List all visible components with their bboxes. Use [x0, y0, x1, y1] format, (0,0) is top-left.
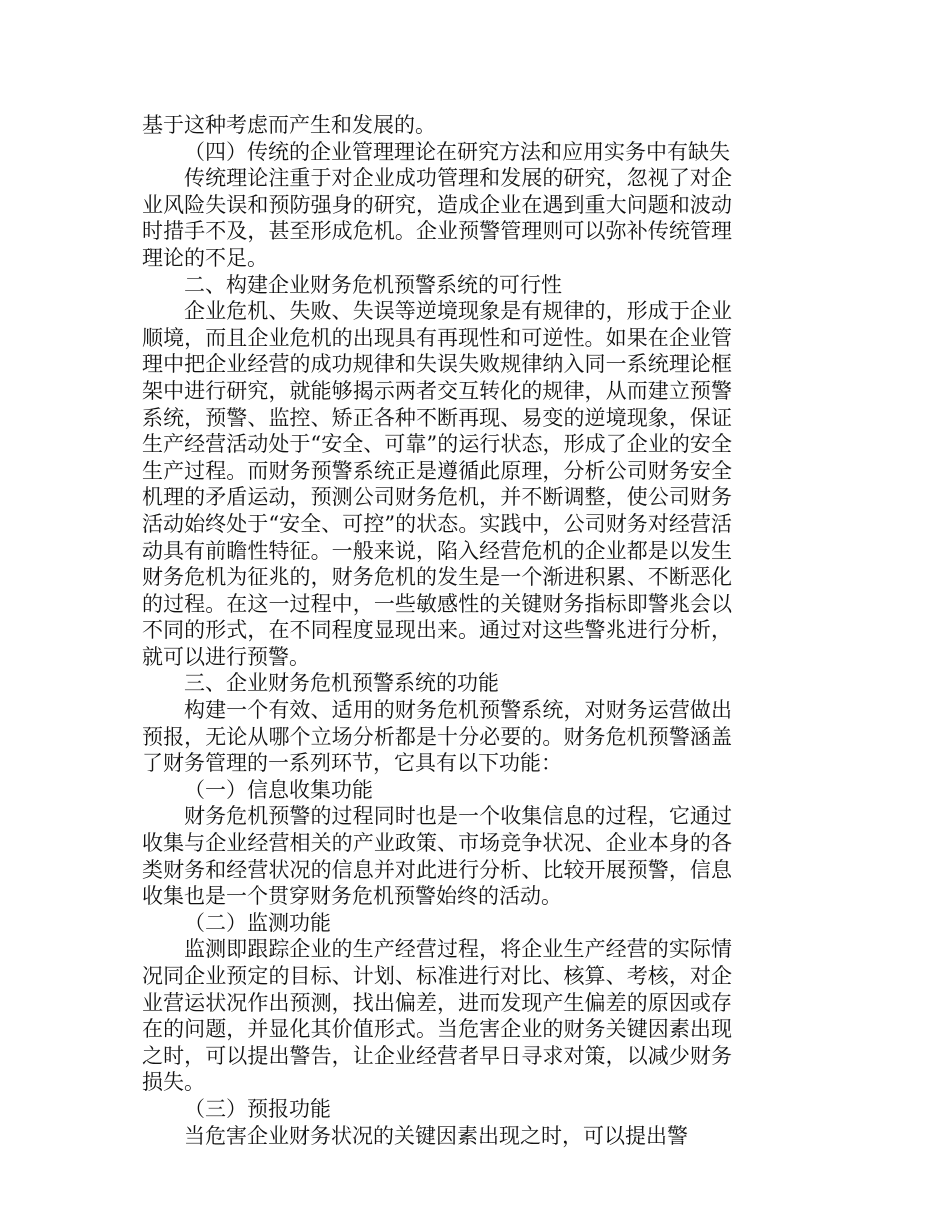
document-body	[142, 112, 732, 1149]
section-heading-forecast: （三）预报功能	[184, 1096, 331, 1121]
paragraph-monitoring: 监测即跟踪企业的生产经营过程，将企业生产经营的实际情况同企业预定的目标、计划、标准进行对比、核算、考核，对企业营运状况作出预测，找出偏差，进而发现产生偏差的原因或存在的问题，并显化其价值形式。当危害企业的财务关键因素出现之时，可以提出警告，让企业经营者早日寻求对策，以减少财务损失。	[142, 937, 732, 1095]
paragraph-forecast: 当危害企业财务状况的关键因素出现之时，可以提出警	[184, 1123, 688, 1148]
paragraph-functions-intro: 构建一个有效、适用的财务危机预警系统，对财务运营做出预报，无论从哪个立场分析都是十分必要的。财务危机预警涵盖了财务管理的一系列环节，它具有以下功能：	[142, 698, 732, 776]
paragraph-traditional-theory: 传统理论注重于对企业成功管理和发展的研究，忽视了对企业风险失误和预防强身的研究，造成企业在遇到重大问题和波动时措手不及，甚至形成危机。企业预警管理则可以弥补传统管理理论的不足。	[142, 166, 732, 270]
paragraph-continuation: 基于这种考虑而产生和发展的。	[142, 113, 436, 137]
section-heading-4: （四）传统的企业管理理论在研究方法和应用实务中有缺失	[184, 139, 730, 164]
chapter-heading-2: 二、构建企业财务危机预警系统的可行性	[184, 272, 562, 297]
chapter-heading-3: 三、企业财务危机预警系统的功能	[184, 671, 499, 696]
section-heading-info-collection: （一）信息收集功能	[184, 777, 373, 802]
section-heading-monitoring: （二）监测功能	[184, 910, 331, 935]
paragraph-feasibility: 企业危机、失败、失误等逆境现象是有规律的，形成于企业顺境，而且企业危机的出现具有再现性和可逆性。如果在企业管理中把企业经营的成功规律和失误失败规律纳入同一系统理论框架中进行研究，就能够揭示两者交互转化的规律，从而建立预警系统，预警、监控、矫正各种不断再现、易变的逆境现象，保证生产经营活动处于“安全、可靠”的运行状态，形成了企业的安全生产过程。而财务预警系统正是遵循此原理，分析公司财务安全机理的矛盾运动，预测公司财务危机，并不断调整，使公司财务活动始终处于“安全、可控”的状态。实践中，公司财务对经营活动具有前瞻性特征。一般来说，陷入经营危机的企业都是以发生财务危机为征兆的，财务危机的发生是一个渐进积累、不断恶化的过程。在这一过程中，一些敏感性的关键财务指标即警兆会以不同的形式，在不同程度显现出来。通过对这些警兆进行分析，就可以进行预警。	[142, 299, 732, 669]
paragraph-info-collection: 财务危机预警的过程同时也是一个收集信息的过程，它通过收集与企业经营相关的产业政策、市场竞争状况、企业本身的各类财务和经营状况的信息并对此进行分析、比较开展预警，信息收集也是一个贯穿财务危机预警始终的活动。	[142, 804, 732, 909]
